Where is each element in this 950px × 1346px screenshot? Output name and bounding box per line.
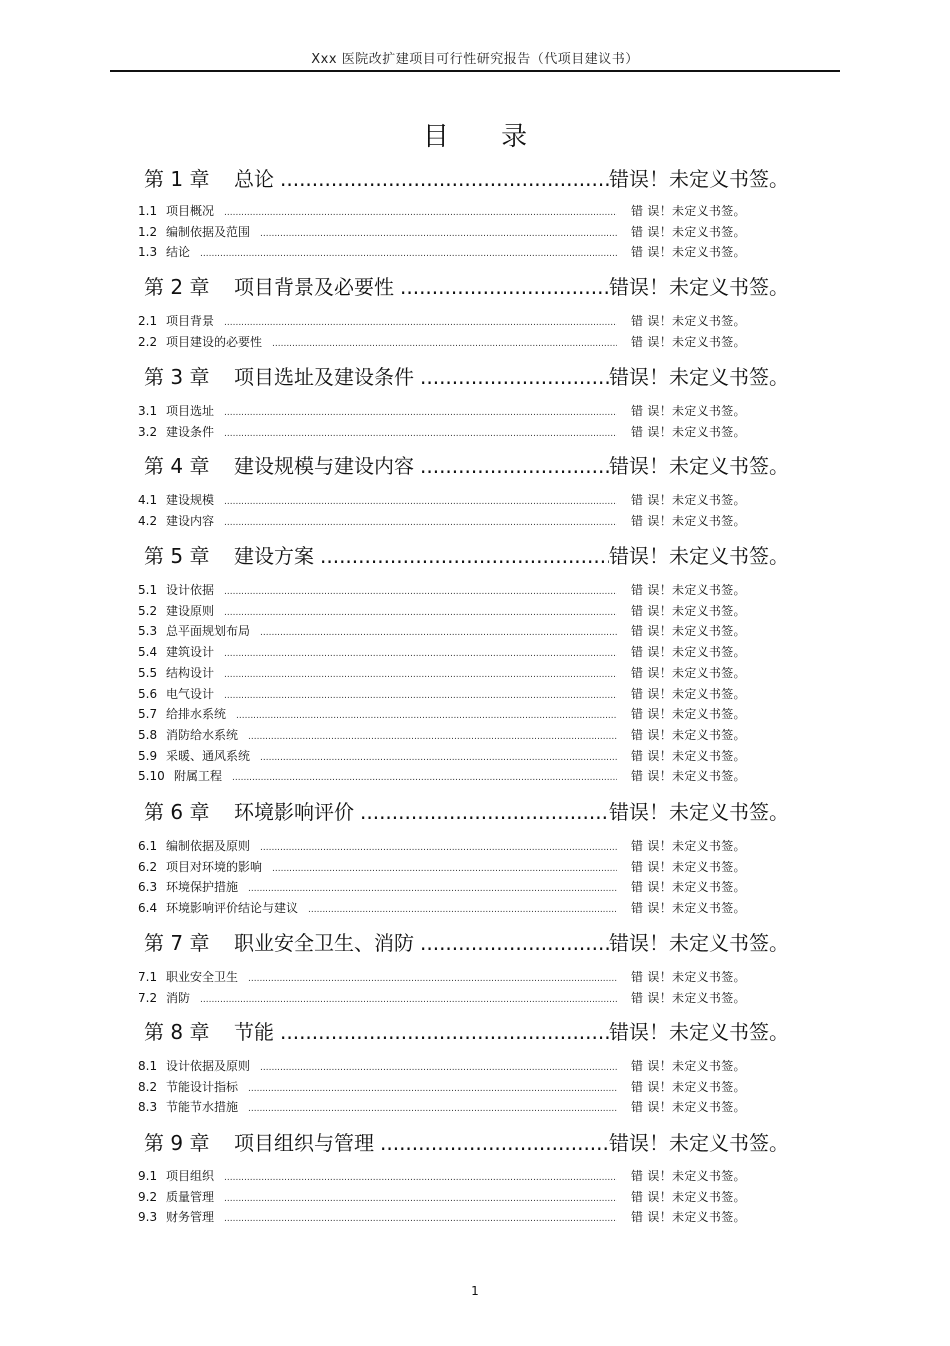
section-title: 结构设计 — [166, 665, 215, 680]
toc-title: 目 录 — [422, 122, 550, 152]
toc-section-entry[interactable] — [138, 767, 763, 785]
page-reference: 错 误！未定义书签。 — [631, 901, 746, 916]
page-reference: 错 误！未定义书签。 — [631, 1079, 746, 1094]
page-reference: 错 误！未定义书签。 — [631, 603, 746, 618]
toc-section-entry[interactable] — [138, 878, 763, 896]
chapter-title: 项目组织与管理 — [234, 1131, 374, 1155]
section-title: 建筑设计 — [166, 645, 215, 660]
chapter-title: 节能 — [234, 1020, 274, 1044]
toc-section-entry[interactable] — [138, 1057, 763, 1075]
section-title: 编制依据及原则 — [166, 839, 251, 853]
dot-leader — [224, 314, 617, 330]
section-number: 8.1 — [138, 1059, 158, 1073]
dot-leader — [236, 707, 617, 723]
section-number: 5.2 — [138, 603, 158, 618]
section-number: 5.5 — [138, 665, 158, 680]
dot-leader — [200, 245, 617, 261]
toc-section-entry[interactable] — [138, 402, 763, 420]
toc-section-entry[interactable] — [138, 664, 763, 682]
dot-leader — [224, 645, 617, 661]
page-reference: 错误！未定义书签。 — [609, 931, 789, 955]
toc-section-entry[interactable] — [138, 705, 763, 723]
chapter-title: 总论 — [234, 167, 274, 191]
toc-section-entry[interactable] — [138, 1167, 763, 1185]
dot-leader — [260, 839, 617, 855]
dot-leader — [200, 991, 617, 1007]
section-number: 8.3 — [138, 1100, 158, 1115]
section-title: 给排水系统 — [166, 707, 227, 722]
toc-chapter-entry[interactable] — [144, 452, 789, 480]
section-number: 7.1 — [138, 970, 158, 984]
dot-leader — [248, 728, 617, 744]
section-title: 项目组织 — [166, 1169, 215, 1183]
page-reference: 错 误！未定义书签。 — [631, 665, 746, 680]
page-reference: 错 误！未定义书签。 — [631, 859, 746, 874]
toc-section-entry[interactable] — [138, 685, 763, 703]
toc-section-entry[interactable] — [138, 899, 763, 917]
toc-section-entry[interactable] — [138, 333, 763, 351]
page-reference: 错误！未定义书签。 — [609, 454, 789, 478]
chapter-number: 第 6 章 — [144, 800, 210, 824]
section-number: 5.7 — [138, 707, 158, 722]
dot-leader — [224, 493, 617, 509]
toc-section-entry[interactable] — [138, 223, 763, 241]
chapter-title: 建设方案 — [234, 544, 314, 568]
chapter-number: 第 9 章 — [144, 1131, 210, 1155]
section-title: 建设内容 — [166, 513, 215, 528]
page-reference: 错 误！未定义书签。 — [631, 204, 746, 218]
chapter-number: 第 7 章 — [144, 931, 210, 955]
toc-section-entry[interactable] — [138, 423, 763, 441]
page-reference: 错 误！未定义书签。 — [631, 1189, 746, 1204]
section-number: 2.1 — [138, 314, 158, 328]
page-reference: 错误！未定义书签。 — [609, 1131, 789, 1155]
chapter-number: 第 2 章 — [144, 275, 210, 299]
chapter-title: 环境影响评价 — [234, 800, 354, 824]
dot-leader — [224, 1190, 617, 1206]
toc-chapter-entry[interactable] — [144, 1018, 789, 1046]
page-reference: 错 误！未定义书签。 — [631, 707, 746, 722]
dot-leader — [420, 452, 609, 480]
page-reference: 错 误！未定义书签。 — [631, 990, 746, 1005]
section-number: 4.1 — [138, 493, 158, 507]
page-reference: 错 误！未定义书签。 — [631, 1169, 746, 1183]
page-reference: 错 误！未定义书签。 — [631, 769, 746, 784]
section-number: 6.2 — [138, 859, 158, 874]
dot-leader — [248, 970, 617, 986]
section-number: 5.4 — [138, 645, 158, 660]
section-number: 6.3 — [138, 880, 158, 895]
toc-chapter-entry[interactable] — [144, 798, 789, 826]
page-reference: 错误！未定义书签。 — [609, 167, 789, 191]
section-title: 采暖、通风系统 — [166, 748, 251, 763]
header-rule — [110, 70, 840, 72]
dot-leader — [400, 273, 609, 301]
section-number: 5.8 — [138, 727, 158, 742]
toc-chapter-entry[interactable] — [144, 273, 789, 301]
dot-leader — [224, 204, 617, 220]
page-reference: 错 误！未定义书签。 — [631, 493, 746, 507]
section-title: 节能节水措施 — [166, 1100, 239, 1115]
section-title: 电气设计 — [166, 686, 215, 701]
dot-leader — [248, 1080, 617, 1096]
section-number: 7.2 — [138, 990, 158, 1005]
section-number: 5.6 — [138, 686, 158, 701]
section-number: 6.4 — [138, 901, 158, 916]
section-title: 财务管理 — [166, 1210, 215, 1225]
page-number: 1 — [471, 1284, 479, 1298]
page-reference: 错 误！未定义书签。 — [631, 583, 746, 597]
page-reference: 错 误！未定义书签。 — [631, 748, 746, 763]
toc-section-entry[interactable] — [138, 1208, 763, 1226]
page-reference: 错 误！未定义书签。 — [631, 839, 746, 853]
section-number: 1.2 — [138, 224, 158, 239]
page-reference: 错 误！未定义书签。 — [631, 880, 746, 895]
section-title: 职业安全卫生 — [166, 970, 239, 984]
section-title: 结论 — [166, 245, 191, 260]
running-header: Xxx 医院改扩建项目可行性研究报告（代项目建议书） — [311, 52, 639, 67]
section-number: 1.3 — [138, 245, 158, 260]
section-number: 8.2 — [138, 1079, 158, 1094]
toc-section-entry[interactable] — [138, 581, 763, 599]
chapter-title: 建设规模与建设内容 — [234, 454, 414, 478]
page-reference: 错 误！未定义书签。 — [631, 334, 746, 349]
section-title: 项目背景 — [166, 314, 215, 328]
page-reference: 错 误！未定义书签。 — [631, 245, 746, 260]
page-reference: 错 误！未定义书签。 — [631, 645, 746, 660]
section-title: 总平面规划布局 — [166, 624, 251, 639]
chapter-number: 第 5 章 — [144, 544, 210, 568]
dot-leader — [224, 666, 617, 682]
toc-section-entry[interactable] — [138, 837, 763, 855]
section-number: 5.10 — [138, 769, 165, 784]
toc-section-entry[interactable] — [138, 1188, 763, 1206]
section-title: 设计依据 — [166, 583, 215, 597]
dot-leader — [380, 1129, 609, 1157]
section-title: 环境保护措施 — [166, 880, 239, 895]
chapter-number: 第 8 章 — [144, 1020, 210, 1044]
dot-leader — [224, 604, 617, 620]
section-number: 5.1 — [138, 583, 158, 597]
section-number: 5.9 — [138, 748, 158, 763]
section-title: 建设原则 — [166, 603, 215, 618]
toc-section-entry[interactable] — [138, 312, 763, 330]
dot-leader — [248, 1100, 617, 1116]
dot-leader — [224, 514, 617, 530]
toc-chapter-entry[interactable] — [144, 363, 789, 391]
section-number: 4.2 — [138, 513, 158, 528]
dot-leader — [248, 880, 617, 896]
section-title: 项目选址 — [166, 404, 215, 418]
chapter-title: 项目背景及必要性 — [234, 275, 394, 299]
section-number: 3.2 — [138, 424, 158, 439]
dot-leader — [260, 624, 617, 640]
dot-leader — [260, 225, 617, 241]
chapter-number: 第 4 章 — [144, 454, 210, 478]
chapter-number: 第 1 章 — [144, 167, 210, 191]
toc-chapter-entry[interactable] — [144, 542, 789, 570]
chapter-title: 项目选址及建设条件 — [234, 365, 414, 389]
toc-section-entry[interactable] — [138, 491, 763, 509]
page-reference: 错误！未定义书签。 — [609, 800, 789, 824]
dot-leader — [224, 1210, 617, 1226]
toc-section-entry[interactable] — [138, 1078, 763, 1096]
dot-leader — [280, 165, 609, 193]
chapter-title: 职业安全卫生、消防 — [234, 931, 414, 955]
dot-leader — [272, 335, 617, 351]
toc-section-entry[interactable] — [138, 726, 763, 744]
section-title: 编制依据及范围 — [166, 224, 251, 239]
dot-leader — [224, 404, 617, 420]
section-title: 项目概况 — [166, 204, 215, 218]
page-reference: 错 误！未定义书签。 — [631, 424, 746, 439]
section-title: 消防给水系统 — [166, 727, 239, 742]
section-number: 5.3 — [138, 624, 158, 639]
toc-chapter-entry[interactable] — [144, 929, 789, 957]
section-title: 环境影响评价结论与建议 — [166, 901, 299, 916]
dot-leader — [320, 542, 609, 570]
page-reference: 错误！未定义书签。 — [609, 275, 789, 299]
page-reference: 错 误！未定义书签。 — [631, 513, 746, 528]
section-title: 质量管理 — [166, 1189, 215, 1204]
toc-section-entry[interactable] — [138, 243, 763, 261]
section-number: 6.1 — [138, 839, 158, 853]
dot-leader — [420, 929, 609, 957]
page-reference: 错 误！未定义书签。 — [631, 727, 746, 742]
toc-section-entry[interactable] — [138, 858, 763, 876]
section-title: 附属工程 — [174, 769, 223, 784]
toc-section-entry[interactable] — [138, 643, 763, 661]
dot-leader — [224, 425, 617, 441]
section-number: 2.2 — [138, 334, 158, 349]
section-number: 3.1 — [138, 404, 158, 418]
page-reference: 错误！未定义书签。 — [609, 1020, 789, 1044]
section-title: 消防 — [166, 990, 191, 1005]
dot-leader — [308, 901, 617, 917]
dot-leader — [272, 860, 617, 876]
page-reference: 错 误！未定义书签。 — [631, 624, 746, 639]
section-title: 设计依据及原则 — [166, 1059, 251, 1073]
toc-chapter-entry[interactable] — [144, 1129, 789, 1157]
page-reference: 错 误！未定义书签。 — [631, 404, 746, 418]
page-reference: 错误！未定义书签。 — [609, 544, 789, 568]
toc-chapter-entry[interactable] — [144, 165, 789, 193]
dot-leader — [224, 687, 617, 703]
section-title: 项目建设的必要性 — [166, 334, 263, 349]
dot-leader — [420, 363, 609, 391]
page-reference: 错 误！未定义书签。 — [631, 1100, 746, 1115]
page-reference: 错 误！未定义书签。 — [631, 686, 746, 701]
dot-leader — [260, 749, 617, 765]
section-title: 建设规模 — [166, 493, 215, 507]
page-reference: 错 误！未定义书签。 — [631, 1210, 746, 1225]
page-reference: 错误！未定义书签。 — [609, 365, 789, 389]
page-reference: 错 误！未定义书签。 — [631, 314, 746, 328]
dot-leader — [232, 769, 617, 785]
toc-section-entry[interactable] — [138, 1098, 763, 1116]
section-number: 9.2 — [138, 1189, 158, 1204]
toc-section-entry[interactable] — [138, 202, 763, 220]
page-reference: 错 误！未定义书签。 — [631, 1059, 746, 1073]
toc-section-entry[interactable] — [138, 968, 763, 986]
toc-section-entry[interactable] — [138, 989, 763, 1007]
chapter-number: 第 3 章 — [144, 365, 210, 389]
section-number: 9.1 — [138, 1169, 158, 1183]
page-reference: 错 误！未定义书签。 — [631, 224, 746, 239]
toc-section-entry[interactable] — [138, 747, 763, 765]
toc-section-entry[interactable] — [138, 602, 763, 620]
section-title: 建设条件 — [166, 424, 215, 439]
toc-section-entry[interactable] — [138, 622, 763, 640]
page-reference: 错 误！未定义书签。 — [631, 970, 746, 984]
dot-leader — [260, 1059, 617, 1075]
section-number: 9.3 — [138, 1210, 158, 1225]
dot-leader — [224, 1169, 617, 1185]
section-title: 项目对环境的影响 — [166, 859, 263, 874]
dot-leader — [360, 798, 609, 826]
section-number: 1.1 — [138, 204, 158, 218]
dot-leader — [224, 583, 617, 599]
toc-section-entry[interactable] — [138, 512, 763, 530]
dot-leader — [280, 1018, 609, 1046]
section-title: 节能设计指标 — [166, 1079, 239, 1094]
